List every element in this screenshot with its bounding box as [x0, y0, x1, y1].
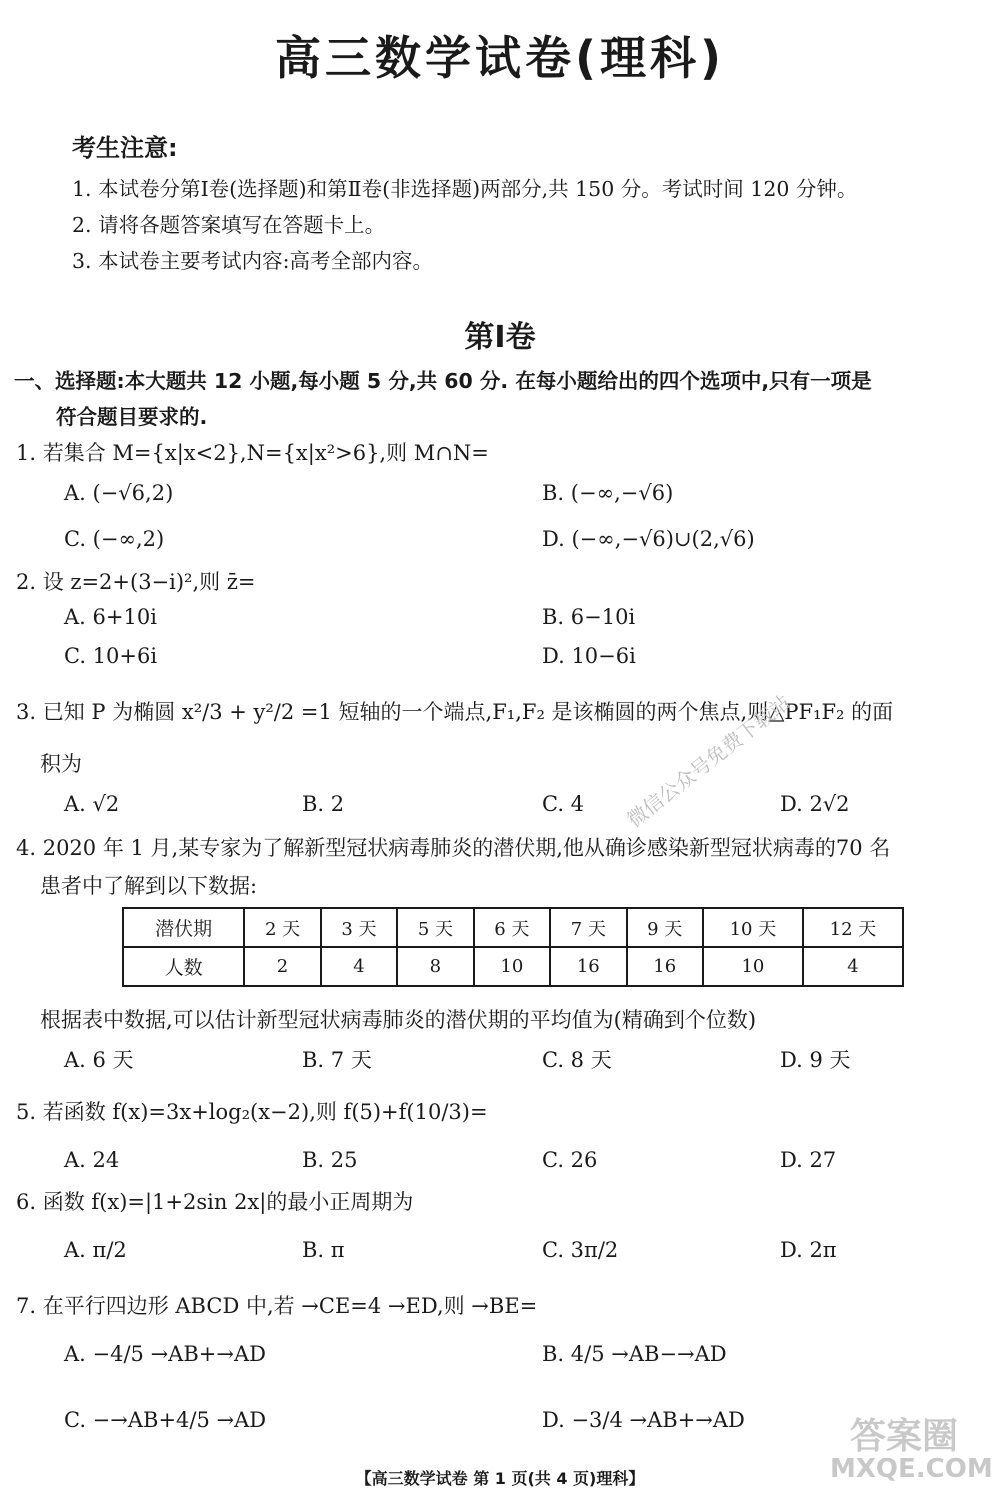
table-cell: 4	[803, 947, 903, 986]
question-7-option-b: B. 4/5 →AB−→AD	[542, 1342, 727, 1366]
table-cell: 潜伏期	[123, 908, 244, 947]
question-4-stem-table-note: 根据表中数据,可以估计新型冠状病毒肺炎的潜伏期的平均值为(精确到个位数)	[40, 1008, 757, 1032]
question-5-option-c: C. 26	[542, 1148, 598, 1172]
question-1-option-a: A. (−√6,2)	[64, 481, 174, 505]
question-3-option-a: A. √2	[64, 792, 120, 816]
question-6-stem: 6. 函数 f(x)=|1+2sin 2x|的最小正周期为	[16, 1190, 414, 1214]
table-cell: 10	[474, 947, 550, 986]
question-6-option-c: C. 3π/2	[542, 1238, 619, 1262]
question-5-stem: 5. 若函数 f(x)=3x+log₂(x−2),则 f(5)+f(10/3)=	[16, 1100, 488, 1124]
question-7-stem: 7. 在平行四边形 ABCD 中,若 →CE=4 →ED,则 →BE=	[16, 1294, 538, 1318]
exam-title: 高三数学试卷(理科)	[274, 31, 726, 85]
question-4-stem-cont: 患者中了解到以下数据:	[40, 874, 258, 898]
question-3-stem: 3. 已知 P 为椭圆 x²/3 + y²/2 =1 短轴的一个端点,F₁,F₂ 是该椭圆的两个焦点,则△PF₁F₂ 的面	[16, 700, 894, 724]
table-row	[123, 947, 903, 986]
table-cell: 8	[397, 947, 473, 986]
question-3-stem-cont: 积为	[40, 752, 82, 776]
notice-heading: 考生注意:	[72, 134, 178, 162]
instruction-line-2: 符合题目要求的.	[56, 405, 208, 429]
table-cell: 6 天	[474, 908, 550, 947]
notice-item-2: 2. 请将各题答案填写在答题卡上。	[72, 213, 386, 237]
question-5-option-d: D. 27	[780, 1148, 837, 1172]
question-1-option-c: C. (−∞,2)	[64, 527, 165, 551]
table-cell: 16	[550, 947, 626, 986]
question-7-option-d: D. −3/4 →AB+→AD	[542, 1408, 745, 1432]
question-4-option-b: B. 7 天	[302, 1048, 372, 1072]
page-footer: 【高三数学试卷 第 1 页(共 4 页)理科】	[355, 1469, 645, 1488]
question-1-option-d: D. (−∞,−√6)∪(2,√6)	[542, 527, 755, 551]
question-2-option-d: D. 10−6i	[542, 644, 636, 668]
question-2-option-b: B. 6−10i	[542, 605, 636, 629]
question-1-stem: 1. 若集合 M={x|x<2},N={x|x²>6},则 M∩N=	[16, 441, 489, 465]
logo-line-2: MXQE.COM	[830, 1454, 993, 1484]
table-cell: 5 天	[397, 908, 473, 947]
question-4-option-a: A. 6 天	[64, 1048, 134, 1072]
table-cell: 人数	[123, 947, 244, 986]
table-cell: 9 天	[627, 908, 703, 947]
table-cell: 10	[703, 947, 803, 986]
table-cell: 3 天	[321, 908, 397, 947]
question-2-stem: 2. 设 z=2+(3−i)²,则 z̄=	[16, 570, 256, 594]
question-7-option-c: C. −→AB+4/5 →AD	[64, 1408, 267, 1432]
table-cell: 12 天	[803, 908, 903, 947]
table-cell: 2	[244, 947, 320, 986]
table-cell: 2 天	[244, 908, 320, 947]
table-cell: 10 天	[703, 908, 803, 947]
question-5-option-a: A. 24	[64, 1148, 120, 1172]
question-1-option-b: B. (−∞,−√6)	[542, 481, 674, 505]
latency-table	[122, 907, 904, 987]
question-5-option-b: B. 25	[302, 1148, 358, 1172]
question-4-option-d: D. 9 天	[780, 1048, 851, 1072]
section-title: 第Ⅰ卷	[464, 320, 536, 355]
question-6-option-b: B. π	[302, 1238, 345, 1262]
notice-item-3: 3. 本试卷主要考试内容:高考全部内容。	[72, 249, 433, 273]
question-7-option-a: A. −4/5 →AB+→AD	[64, 1342, 266, 1366]
question-3-option-b: B. 2	[302, 792, 345, 816]
table-cell: 4	[321, 947, 397, 986]
question-2-option-c: C. 10+6i	[64, 644, 158, 668]
question-2-option-a: A. 6+10i	[64, 605, 157, 629]
notice-item-1: 1. 本试卷分第Ⅰ卷(选择题)和第Ⅱ卷(非选择题)两部分,共 150 分。考试时间 120 分钟。	[72, 177, 858, 201]
instruction-line-1: 一、选择题:本大题共 12 小题,每小题 5 分,共 60 分. 在每小题给出的四个选项中,只有一项是	[14, 369, 872, 393]
question-6-option-d: D. 2π	[780, 1238, 837, 1262]
question-4-stem: 4. 2020 年 1 月,某专家为了解新型冠状病毒肺炎的潜伏期,他从确诊感染新型冠状病毒的70 名	[16, 836, 891, 860]
question-3-option-c: C. 4	[542, 792, 585, 816]
table-cell: 7 天	[550, 908, 626, 947]
table-cell: 16	[627, 947, 703, 986]
logo-line-1: 答案圈	[850, 1416, 959, 1457]
watermark: 微信公众号免费下载站	[622, 690, 795, 833]
question-4-option-c: C. 8 天	[542, 1048, 612, 1072]
table-row	[123, 908, 903, 947]
question-6-option-a: A. π/2	[64, 1238, 127, 1262]
question-3-option-d: D. 2√2	[780, 792, 850, 816]
